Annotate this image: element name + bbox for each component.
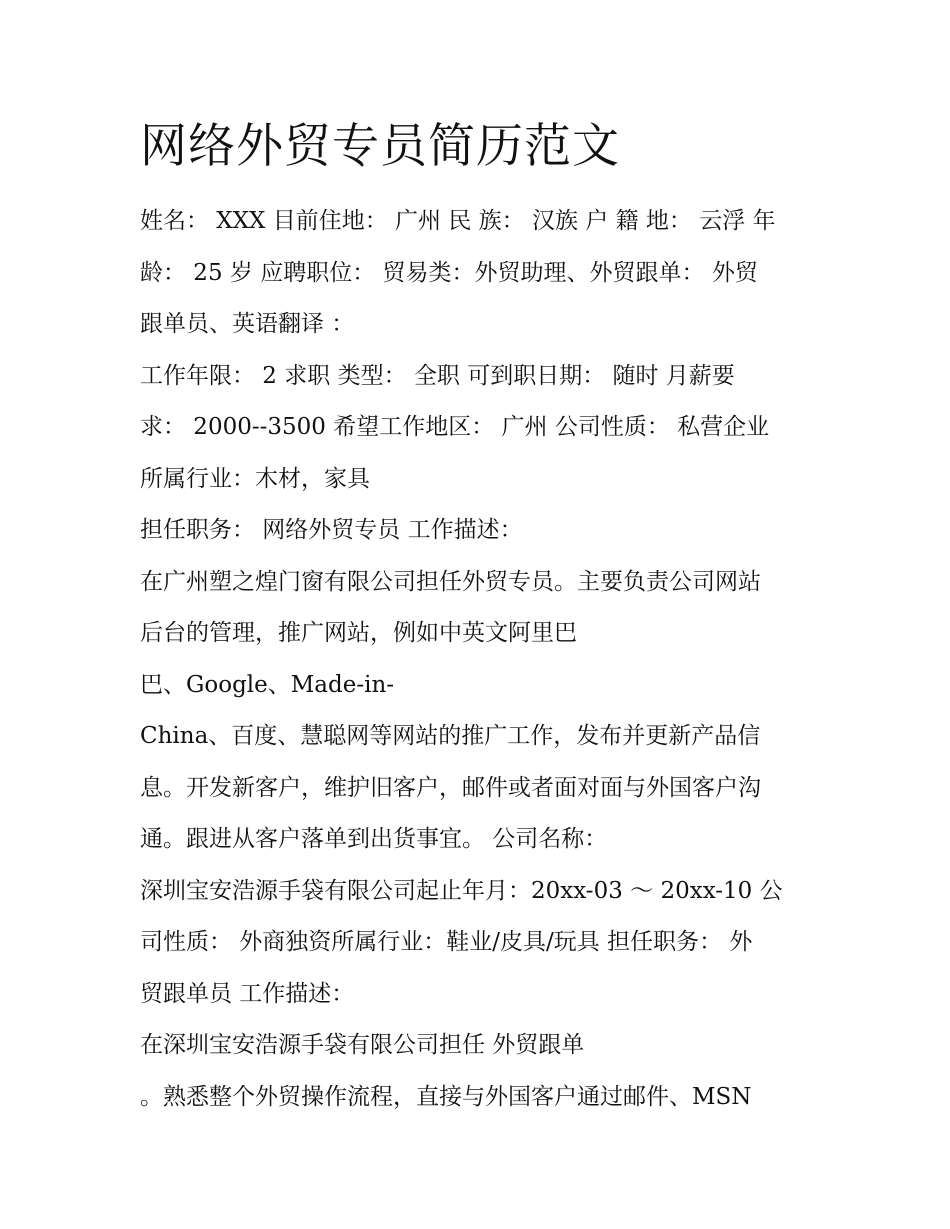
body-line: 息。开发新客户，维护旧客户，邮件或者面对面与外国客户沟 — [140, 774, 761, 801]
body-line: 求： 2000--3500 希望工作地区： 广州 公司性质： 私营企业 — [140, 414, 770, 440]
body-line: 担任职务： 网络外贸专员 工作描述： — [140, 517, 523, 543]
body-line: 龄： 25 岁 应聘职位： 贸易类：外贸助理、外贸跟单： 外贸 — [140, 259, 758, 286]
body-line: 姓名： XXX 目前住地： 广州 民 族： 汉族 户 籍 地： 云浮 年 — [140, 208, 776, 234]
body-line: 后台的管理，推广网站，例如中英文阿里巴 — [140, 620, 577, 646]
body-line: 深圳宝安浩源手袋有限公司起止年月：20xx-03 ～ 20xx-10 公 — [140, 877, 783, 904]
body-line: China、百度、慧聪网等网站的推广工作，发布并更新产品信 — [140, 723, 761, 749]
body-line: 跟单员、英语翻译 ： — [140, 311, 355, 337]
body-line: 司性质： 外商独资所属行业：鞋业/皮具/玩具 担任职务： 外 — [140, 929, 753, 955]
body-line: 贸跟单员 工作描述： — [140, 980, 355, 1007]
body-line: 通。跟进从客户落单到出货事宜。 公司名称： — [140, 826, 608, 852]
body-line: 工作年限： 2 求职 类型： 全职 可到职日期： 随时 月薪要 — [140, 362, 735, 389]
body-line: 巴、Google、Made-in- — [140, 671, 395, 698]
body-line: 在深圳宝安浩源手袋有限公司担任 外贸跟单 — [140, 1032, 585, 1058]
body-line: 所属行业：木材，家具 — [140, 465, 370, 492]
document-title: 网络外贸专员简历范文 — [140, 119, 620, 174]
body-line: 在广州塑之煌门窗有限公司担任外贸专员。主要负责公司网站 — [140, 568, 761, 595]
body-line: 。熟悉整个外贸操作流程，直接与外国客户通过邮件、MSN — [140, 1083, 752, 1110]
document-body — [140, 196, 820, 1123]
